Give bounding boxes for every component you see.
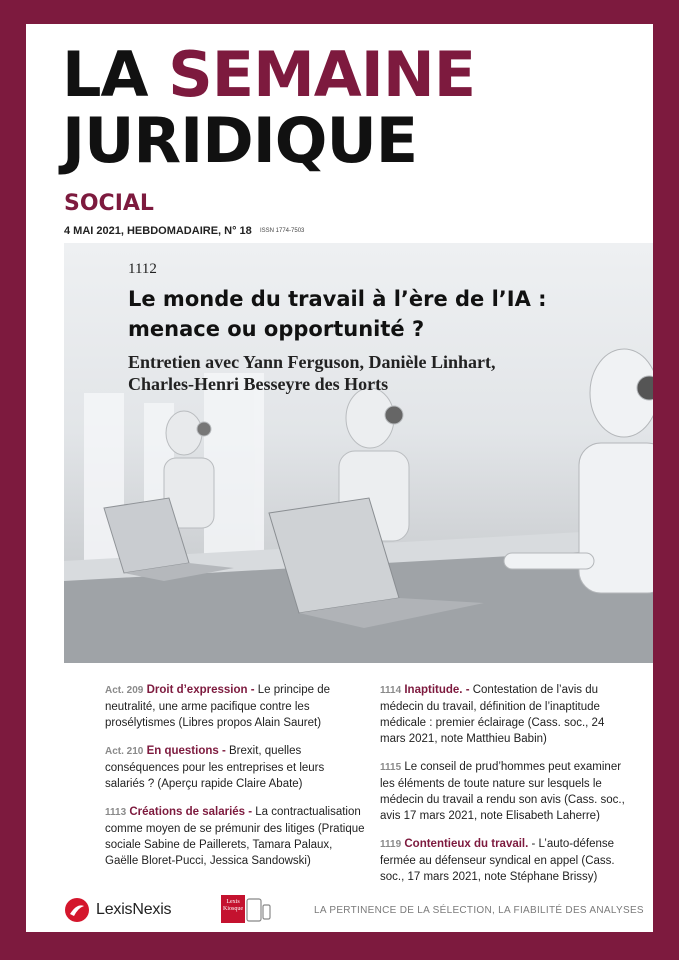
item-heading: Droit d’expression - <box>146 684 255 696</box>
item-text: La contractualisation comme moyen de se prémunir des litiges (Pratique sociale Sabine de Paillerets, Tamara Palaux, Gaëlle Bloret-Pucci, Jessica Sandowski) <box>105 806 365 867</box>
issue-dateline: 4 MAI 2021, HEBDOMADAIRE, N° 18 <box>64 225 252 237</box>
lexis-kiosque-badge[interactable] <box>221 895 271 923</box>
brand-name: LexisNexis <box>96 901 172 918</box>
lexisnexis-emblem-icon <box>64 897 90 923</box>
kiosque-icon <box>221 895 245 923</box>
summary-column-right <box>380 682 630 897</box>
kiosque-line2: Kiosque <box>223 906 243 912</box>
item-heading: Créations de salariés - <box>129 806 253 818</box>
item-ref: Act. 210 <box>105 746 144 757</box>
item-ref: 1114 <box>380 685 402 696</box>
item-text: Brexit, quelles conséquences pour les entreprises et leurs salariés ? (Aperçu rapide Claire Abate) <box>105 745 325 790</box>
item-text: Le conseil de prud’hommes peut examiner les éléments de toute nature sur lesquels le médecin du travail a rendu son avis (Cass. soc., avis 17 mars 2021, note Elisabeth Laherre) <box>380 761 625 822</box>
title-la: LA <box>62 38 148 111</box>
item-ref: 1113 <box>105 807 127 818</box>
devices-icon <box>245 895 271 923</box>
summary-item[interactable] <box>105 682 365 731</box>
summary-item[interactable] <box>105 804 365 869</box>
item-heading: Inaptitude. - <box>404 684 470 696</box>
section-name: SOCIAL <box>64 191 154 216</box>
summary-item[interactable] <box>380 759 630 824</box>
summary-column-left <box>105 682 365 881</box>
item-ref: Act. 209 <box>105 685 144 696</box>
masthead-title-line1 <box>62 38 476 111</box>
masthead-title-line2: JURIDIQUE <box>62 104 418 177</box>
article-title: Le monde du travail à l’ère de l’IA : menace ou opportunité ? <box>128 287 547 341</box>
item-heading: En questions - <box>146 745 226 757</box>
lexisnexis-logo[interactable] <box>64 897 171 923</box>
issn-number: ISSN 1774-7503 <box>260 228 305 234</box>
footer-tagline: LA PERTINENCE DE LA SÉLECTION, LA FIABILITÉ DES ANALYSES <box>314 905 644 916</box>
cover-page <box>26 24 653 932</box>
item-ref: 1115 <box>380 762 402 773</box>
item-heading: Contentieux du travail. <box>404 838 529 850</box>
cover-illustration <box>64 243 653 663</box>
item-text: - L’auto-défense fermée au défenseur syndical en appel (Cass. soc., 17 mars 2021, note Stéphane Brissy) <box>380 838 615 883</box>
item-ref: 1119 <box>380 839 402 850</box>
item-text: Le principe de neutralité, une arme pacifique contre les prosélytismes (Libres propos Alain Sauret) <box>105 684 331 729</box>
kiosque-line1: Lexis <box>226 899 240 905</box>
summary-item[interactable] <box>380 682 630 747</box>
article-subtitle: Entretien avec Yann Ferguson, Danièle Linhart, Charles-Henri Besseyre des Horts <box>128 352 496 394</box>
title-semaine: SEMAINE <box>168 38 476 111</box>
summary-item[interactable] <box>105 743 365 792</box>
item-text: Contestation de l’avis du médecin du travail, définition de l’inaptitude médicale : premier éclairage (Cass. soc., 24 mars 2021, note Matthieu Babin) <box>380 684 605 745</box>
article-number: 1112 <box>128 261 157 277</box>
summary-item[interactable] <box>380 836 630 885</box>
